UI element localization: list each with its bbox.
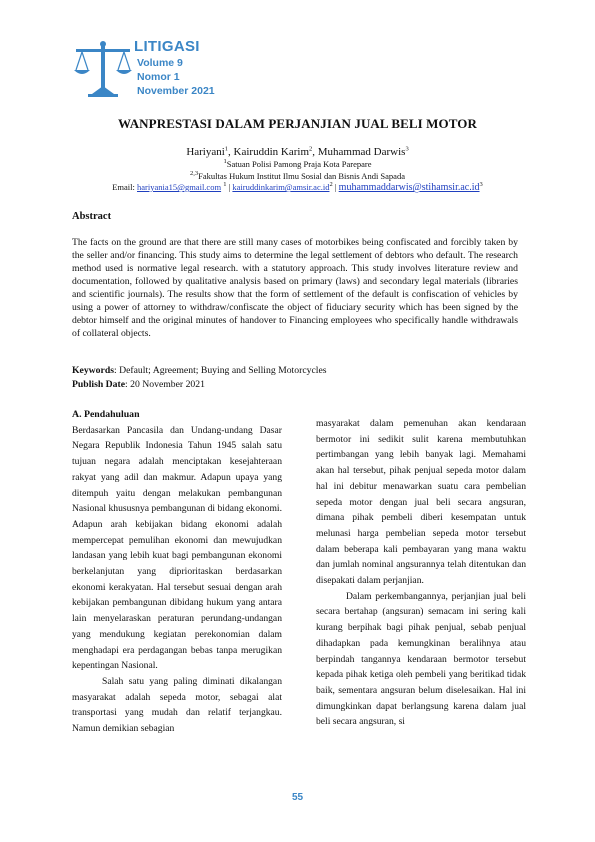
journal-number: Nomor 1 bbox=[137, 71, 180, 83]
email-sup: 1 bbox=[223, 181, 227, 189]
keywords-line bbox=[72, 365, 327, 376]
author-sup: 2 bbox=[309, 145, 313, 153]
affiliation bbox=[0, 171, 595, 181]
body-paragraph: masyarakat dalam pemenuhan akan kendaraan bermotor ini sedikit sulit karena membutuhkan pertimbangan yang lebih banyak lagi. Memahami akan hal tersebut, pihak penjual sepeda motor dalam hal ini debitur menawarkan suatu cara pembelian sepeda motor dengan jual beli secara angsuran, dimana pihak pembeli diberi kesempatan untuk melunasi harga pembelian sepeda motor tersebut dalam beberapa kali pembayaran yang mana waktu dan jumlah nominal angsurannya telah ditentukan dan disepakati dalam perjanjian. bbox=[316, 418, 526, 587]
paper-title: WANPRESTASI DALAM PERJANJIAN JUAL BELI MOTOR bbox=[118, 116, 477, 131]
affiliation-text: Satuan Polisi Pamong Praja Kota Parepare bbox=[226, 159, 372, 169]
email-sup: 3 bbox=[479, 181, 483, 189]
publish-date-line bbox=[72, 379, 205, 390]
abstract-heading: Abstract bbox=[72, 211, 112, 222]
author-sup: 1 bbox=[224, 145, 229, 153]
email-sup: 2 bbox=[329, 181, 333, 189]
email-label: Email: bbox=[112, 182, 135, 192]
publish-date-label: Publish Date bbox=[72, 379, 126, 390]
author-name: Hariyani bbox=[186, 146, 225, 158]
page-number: 55 bbox=[291, 792, 304, 803]
author-sup: 3 bbox=[405, 145, 409, 153]
scales-of-justice-icon bbox=[72, 38, 134, 100]
right-column bbox=[316, 416, 526, 730]
affiliation bbox=[0, 159, 595, 169]
affiliation-text: Fakultas Hukum Institut Ilmu Sosial dan Bisnis Andi Sapada bbox=[198, 171, 405, 181]
email-link[interactable]: muhammaddarwis@stihamsir.ac.id bbox=[338, 182, 480, 193]
author-name: Kairuddin Karim bbox=[233, 146, 309, 158]
affiliation-sup: 2,3 bbox=[190, 170, 199, 178]
body-paragraph: Salah satu yang paling diminati dikalangan masyarakat adalah sepeda motor, sebagai alat transportasi yang mudah dan relatif terjangkau. Namun demikian sebagian bbox=[72, 675, 282, 735]
journal-name: LITIGASI bbox=[134, 38, 200, 55]
left-column bbox=[72, 407, 282, 737]
body-paragraph: Dalam perkembangannya, perjanjian jual beli secara bertahap (angsuran) semacam ini sering kali kurang berpihak bagi pihak penjual, sebab penjual dihadapkan pada kemungkinan beralihnya atau berpindah tangannya kendaraan bermotor tersebut kepada pihak ketiga oleh pembeli yang beritikad tidak baik, sementara angsuran belum diselesaikan. Hal ini dimungkinkan dapat berlangsung karena dalam jual beli secara angsuran, si bbox=[316, 590, 526, 728]
journal-header bbox=[72, 36, 272, 100]
body-paragraph: Berdasarkan Pancasila dan Undang-undang Dasar Negara Republik Indonesia Tahun 1945 salah satu tujuan negara adalah menciptakan kesejahteraan rakyat yang adil dan makmur. Adapun upaya yang ditempuh yaitu dengan melakukan pembangunan Nasional khususnya pembangunan di bidang ekonomi. Adapun arah kebijakan bidang ekonomi adalah mempercepat pemulihan ekonomi dan mewujudkan landasan yang lebih kuat bagi pembangunan ekonomi berkelanjutan yang diprioritaskan berdasarkan ekonomi kerakyatan. Hal tersebut sesuai dengan arah kebijakan pembangunan dibidang hukum yang antara lain menyelaraskan peraturan perundang-undangan yang mendukung kegiatan perekonomian dalam menghadapi era perdagangan bebas tanpa merugikan kepentingan Nasional. bbox=[72, 424, 282, 672]
keywords-label: Keywords bbox=[72, 365, 114, 376]
email-link[interactable]: kairuddinkarim@amsir.ac.id bbox=[232, 182, 330, 192]
publish-date-value: : 20 November 2021 bbox=[125, 379, 205, 390]
journal-date: November 2021 bbox=[137, 85, 215, 97]
section-heading: A. Pendahuluan bbox=[72, 409, 140, 420]
email-line: Email: hariyania15@gmail.com $^1$ | $kairuddinkarim@amsir.ac.id^2$ | $muhammaddarwis@stihamsir.ac.id^3$ bbox=[112, 181, 483, 193]
author-list: Hariyani$^1$, Kairuddin Karim$^2$, Muhammad Darwis$^3$ bbox=[186, 145, 409, 158]
abstract-body: The facts on the ground are that there are still many cases of motorbikes being confiscated and forcibly taken by the seller and/or financing. This study aims to determine the legal settlement of debtors who default. The research method used is normative legal research. with a statutory approach. This study involves literature review and documentation, followed by qualitative analysis based on primary (laws) and secondary legal materials (libraries and scientific journals). The results show that the form of settlement of the default is confiscation of vehicles by using a power of attorney to withdraw/confiscate the object of fiduciary security which has been signed by the debtor himself and the original minutes of handover to Financing employees who specifically handle withdrawals of collateral objects. bbox=[72, 237, 518, 339]
email-link[interactable]: hariyania15@gmail.com bbox=[137, 182, 222, 192]
keywords-value: : Default; Agreement; Buying and Selling Motorcycles bbox=[113, 365, 327, 376]
author-name: Muhammad Darwis bbox=[317, 146, 406, 158]
affiliation-sup: 1 bbox=[223, 158, 227, 166]
journal-volume: Volume 9 bbox=[137, 57, 183, 69]
